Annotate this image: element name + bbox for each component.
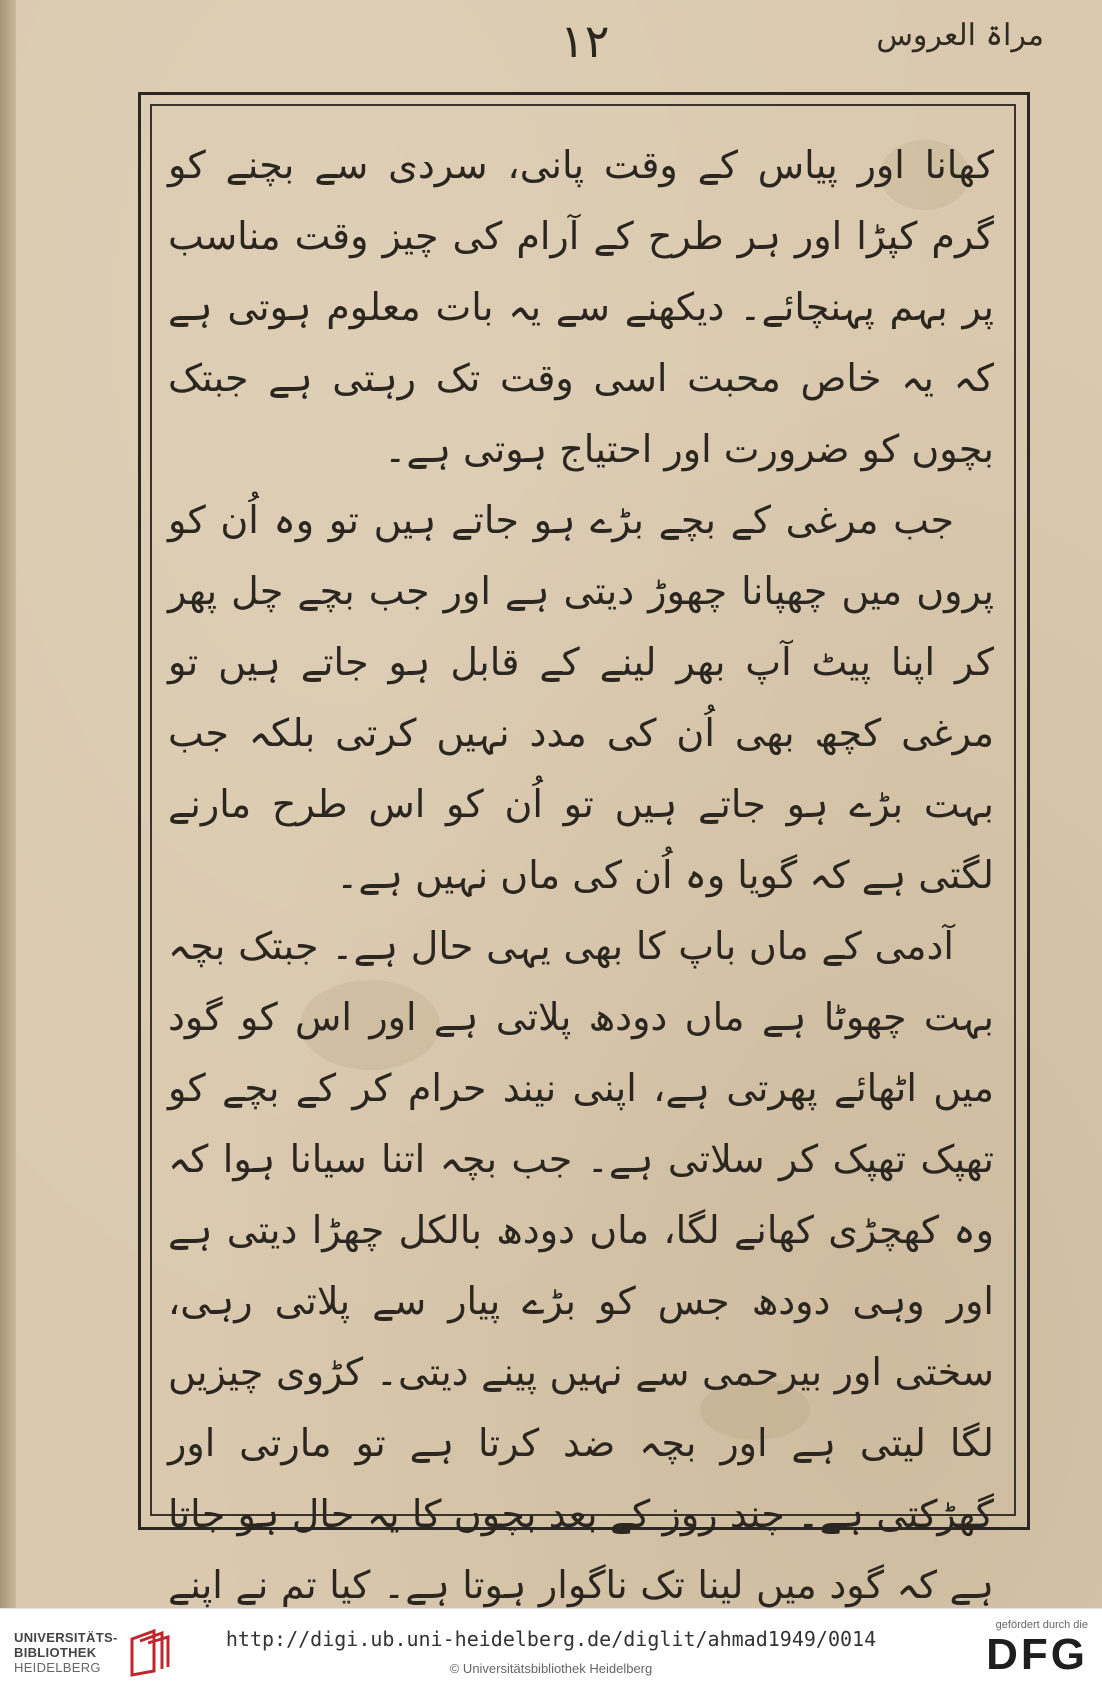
funder-block <box>986 1619 1088 1679</box>
running-head: مراۃ العروس <box>876 18 1044 53</box>
paragraph-2: جب مرغی کے بچے بڑے ہو جاتے ہیں تو وہ اُن کو پروں میں چھپانا چھوڑ دیتی ہے اور جب بچے چل پھر کر اپنا پیٹ آپ بھر لینے کے قابل ہو جاتے ہیں تو مرغی کچھ بھی اُن کی مدد نہیں کرتی بلکہ جب بہت بڑے ہو جاتے ہیں تو اُن کو اس طرح مارنے لگتی ہے کہ گویا وہ اُن کی ماں نہیں ہے۔ <box>168 498 994 897</box>
paragraph-1: کھانا اور پیاس کے وقت پانی، سردی سے بچنے کو گرم کپڑا اور ہر طرح کے آرام کی چیز وقت مناسب پر بہم پہنچائے۔ دیکھنے سے یہ بات معلوم ہوتی ہے کہ یہ خاص محبت اسی وقت تک رہتی ہے جبتک بچوں کو ضرورت اور احتیاج ہوتی ہے۔ <box>168 143 994 471</box>
paragraph-3: آدمی کے ماں باپ کا بھی یہی حال ہے۔ جبتک بچہ بہت چھوٹا ہے ماں دودھ پلاتی ہے اور اس کو گود میں اٹھائے پھرتی ہے، اپنی نیند حرام کر کے بچے کو تھپک تھپک کر سلاتی ہے۔ جب بچہ اتنا سیانا ہوا کہ وہ کھچڑی کھانے لگا، ماں دودھ بالکل چھڑا دیتی ہے اور وہی دودھ جس کو بڑے پیار سے پلاتی رہی، سختی اور بیرحمی سے نہیں پینے دیتی۔ کڑوی چیزیں لگا لیتی ہے اور بچہ ضد کرتا ہے تو مارتی اور گھڑکتی ہے۔ چند روز کے بعد بچوں کا یہ حال ہو جاتا ہے کہ گود میں لینا تک ناگوار ہوتا ہے۔ کیا تم نے اپنے <box>168 924 994 1607</box>
page-number: ۱۲ <box>560 14 610 68</box>
viewer-footer <box>0 1608 1102 1693</box>
funding-caption: gefördert durch die <box>995 1619 1088 1631</box>
copyright-notice: © Universitätsbibliothek Heidelberg <box>449 1661 653 1676</box>
library-name-line: HEIDELBERG <box>14 1659 101 1675</box>
dfg-logo[interactable]: DFG <box>986 1630 1088 1679</box>
library-name-line: UNIVERSITÄTS- <box>14 1629 118 1645</box>
library-name-line: BIBLIOTHEK <box>14 1644 97 1660</box>
permalink-url[interactable]: http://digi.ub.uni-heidelberg.de/diglit/ahmad1949/0014 <box>225 1627 877 1651</box>
page-body <box>168 130 994 1607</box>
page-edge <box>0 0 16 1608</box>
